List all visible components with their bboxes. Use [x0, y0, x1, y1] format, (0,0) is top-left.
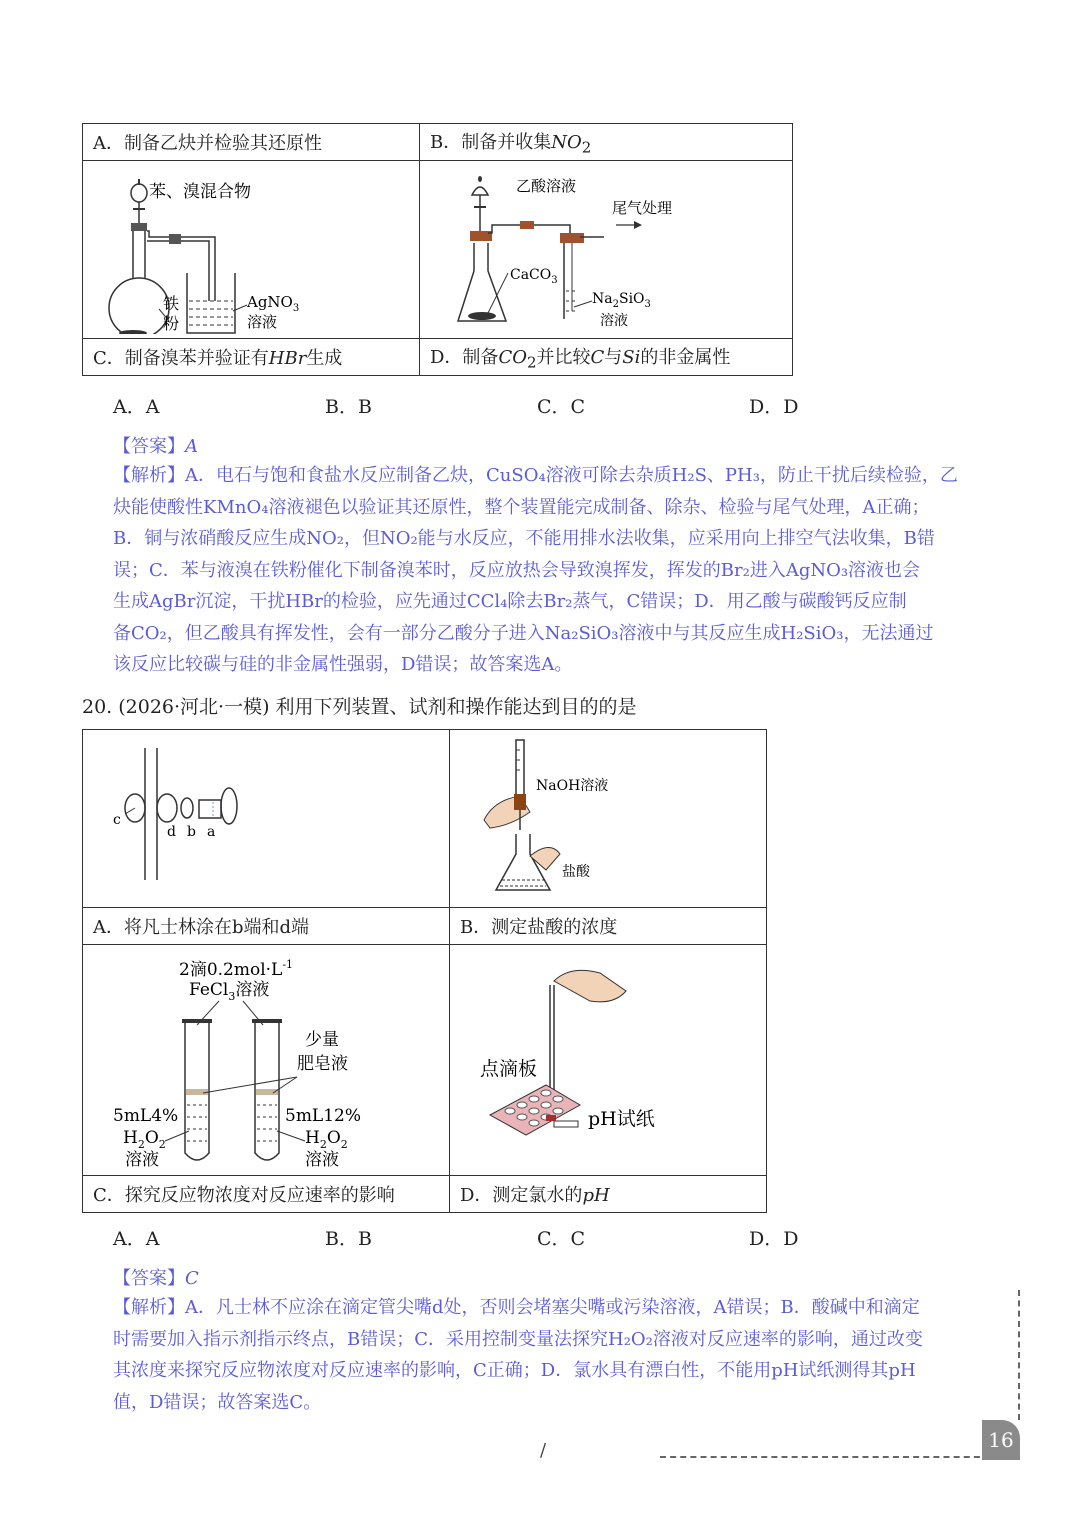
q19-fig-left-cell: [83, 161, 420, 339]
q20-option-c[interactable]: C．C: [537, 1228, 586, 1250]
label-hcl: 盐酸: [562, 864, 590, 880]
q20-explanation-line: 时需要加入指示剂指示终点，B错误；C．采用控制变量法探究H₂O₂溶液对反应速率的影响，通过改变: [113, 1328, 923, 1350]
label-drops: 2滴$0.2mol\cdot L^{-1}$: [179, 958, 294, 980]
q20-options: [113, 1224, 961, 1251]
label-spot-plate: 点滴板: [480, 1058, 538, 1080]
q19-explanation-line: B．铜与浓硝酸反应生成NO₂，但NO₂能与水反应，不能用排水法收集，应采用向上排空气法收集，B错: [113, 528, 935, 549]
label-right-conc: 5mL12%: [285, 1106, 362, 1126]
q19-table: [82, 123, 793, 376]
q19-explanation-line: 该反应比较碳与硅的非金属性强弱，D错误；故答案选A。: [113, 654, 573, 675]
q20-table: [82, 729, 767, 1213]
label-caco3: CaCO$_3$: [510, 267, 558, 286]
q19-fig-right-cell: [420, 161, 793, 339]
q20-fig-d-cell: [450, 945, 767, 1176]
page-border-vertical: [1018, 1290, 1020, 1420]
q19-cell-c-caption: C．制备溴苯并验证有HBr生成: [83, 339, 420, 376]
label-left-solution: 溶液: [125, 1150, 159, 1170]
label-a: a: [207, 824, 216, 840]
q19-explanation-line: 生成AgBr沉淀，干扰HBr的检验，应先通过CCl₄除去Br₂蒸气，C错误；D．用乙酸与碳酸钙反应制: [113, 591, 907, 612]
label-agno3: AgNO$_3$: [247, 293, 300, 314]
label-fecl3: FeCl$_3$溶液: [189, 980, 270, 1003]
q20-fig-b-cell: [450, 730, 767, 908]
label-left-conc: 5mL4%: [113, 1106, 179, 1126]
q20-option-b[interactable]: B．B: [325, 1228, 372, 1250]
co2-silicate-apparatus-figure: [420, 161, 792, 334]
q20-explanation-line: 【解析】A．凡士林不应涂在滴定管尖嘴d处，否则会堵塞尖嘴或污染溶液，A错误；B．酸碱中和滴定: [113, 1297, 920, 1318]
label-right-h2o2: $H_2O_2$: [305, 1128, 348, 1151]
q20-cell-c-caption: C．探究反应物浓度对反应速率的影响: [83, 1176, 450, 1213]
q19-cell-d-caption: D．制备$CO_2$并比较C与Si的非金属性: [420, 339, 793, 376]
q19-explanation: [113, 460, 993, 681]
label-d: d: [167, 824, 176, 840]
label-iron-2: 粉: [163, 314, 180, 333]
q19-explanation-line: 炔能使酸性KMnO₄溶液褪色以验证其还原性，整个装置能完成制备、除杂、检验与尾气处理，A正确；: [113, 496, 930, 518]
h2o2-tubes-figure: [83, 945, 449, 1171]
q19-cell-a-caption: A．制备乙炔并检验其还原性: [83, 124, 420, 161]
label-iron-1: 铁: [163, 294, 180, 313]
q20-cell-a-caption: A．将凡士林涂在b端和d端: [83, 908, 450, 945]
q20-answer: 【答案】C: [113, 1268, 199, 1289]
page-number: 16: [982, 1420, 1020, 1460]
q20-explanation: [113, 1292, 993, 1418]
q19-option-c[interactable]: C．C: [537, 396, 586, 418]
label-benzene-bromine: 苯、溴混合物: [149, 182, 251, 202]
label-left-h2o2: $H_2O_2$: [123, 1128, 166, 1151]
ph-test-figure: [450, 945, 766, 1171]
q19-explanation-line: 误；C．苯与液溴在铁粉催化下制备溴苯时，反应放热会导致溴挥发，挥发的Br₂进入AgNO₃溶液也会: [113, 559, 921, 581]
label-na2sio3: $Na_2SiO_3$: [592, 291, 651, 310]
label-agno3-solution: 溶液: [247, 313, 278, 331]
label-naoh: NaOH溶液: [536, 778, 609, 794]
titration-figure: [450, 730, 766, 903]
burette-stopcock-figure: [83, 730, 449, 903]
label-soap-1: 少量: [305, 1030, 339, 1050]
page-border-horizontal: [660, 1456, 990, 1458]
q20-option-a[interactable]: A．A: [113, 1228, 160, 1250]
q19-option-b[interactable]: B．B: [325, 396, 372, 418]
label-tail-gas: 尾气处理: [612, 199, 673, 217]
q19-option-d[interactable]: D．D: [749, 396, 799, 418]
q19-cell-b-caption: B．制备并收集$NO_2$: [420, 124, 793, 161]
q19-answer: 【答案】A: [113, 436, 198, 457]
q20-explanation-line: 值，D错误；故答案选C。: [113, 1391, 322, 1413]
footer-mark: /: [540, 1440, 547, 1461]
label-ph-paper: pH试纸: [588, 1108, 655, 1130]
q19-options: [113, 392, 961, 419]
q20-explanation-line: 其浓度来探究反应物浓度对反应速率的影响，C正确；D．氯水具有漂白性，不能用pH试纸测得其pH: [113, 1360, 916, 1381]
label-na2sio3-solution: 溶液: [600, 313, 628, 329]
q20-title: 20. (2026·河北·一模) 利用下列装置、试剂和操作能达到目的的是: [82, 696, 637, 718]
bromobenzene-apparatus-figure: [83, 161, 419, 334]
q20-cell-b-caption: B．测定盐酸的浓度: [450, 908, 767, 945]
label-right-solution: 溶液: [305, 1150, 339, 1170]
q20-fig-a-cell: [83, 730, 450, 908]
q19-explanation-line: 备CO₂，但乙酸具有挥发性，会有一部分乙酸分子进入Na₂SiO₃溶液中与其反应生成H₂SiO₃，无法通过: [113, 622, 934, 644]
q19-explanation-line: 【解析】A．电石与饱和食盐水反应制备乙炔，CuSO₄溶液可除去杂质H₂S、PH₃，防止干扰后续检验，乙: [113, 465, 958, 486]
label-soap-2: 肥皂液: [297, 1054, 348, 1074]
q19-option-a[interactable]: A．A: [113, 396, 160, 418]
q20-cell-d-caption: D．测定氯水的pH: [450, 1176, 767, 1213]
label-acetic-acid: 乙酸溶液: [516, 177, 577, 195]
label-b: b: [187, 824, 196, 840]
q20-option-d[interactable]: D．D: [749, 1228, 799, 1250]
q20-fig-c-cell: [83, 945, 450, 1176]
label-c: c: [113, 812, 121, 828]
